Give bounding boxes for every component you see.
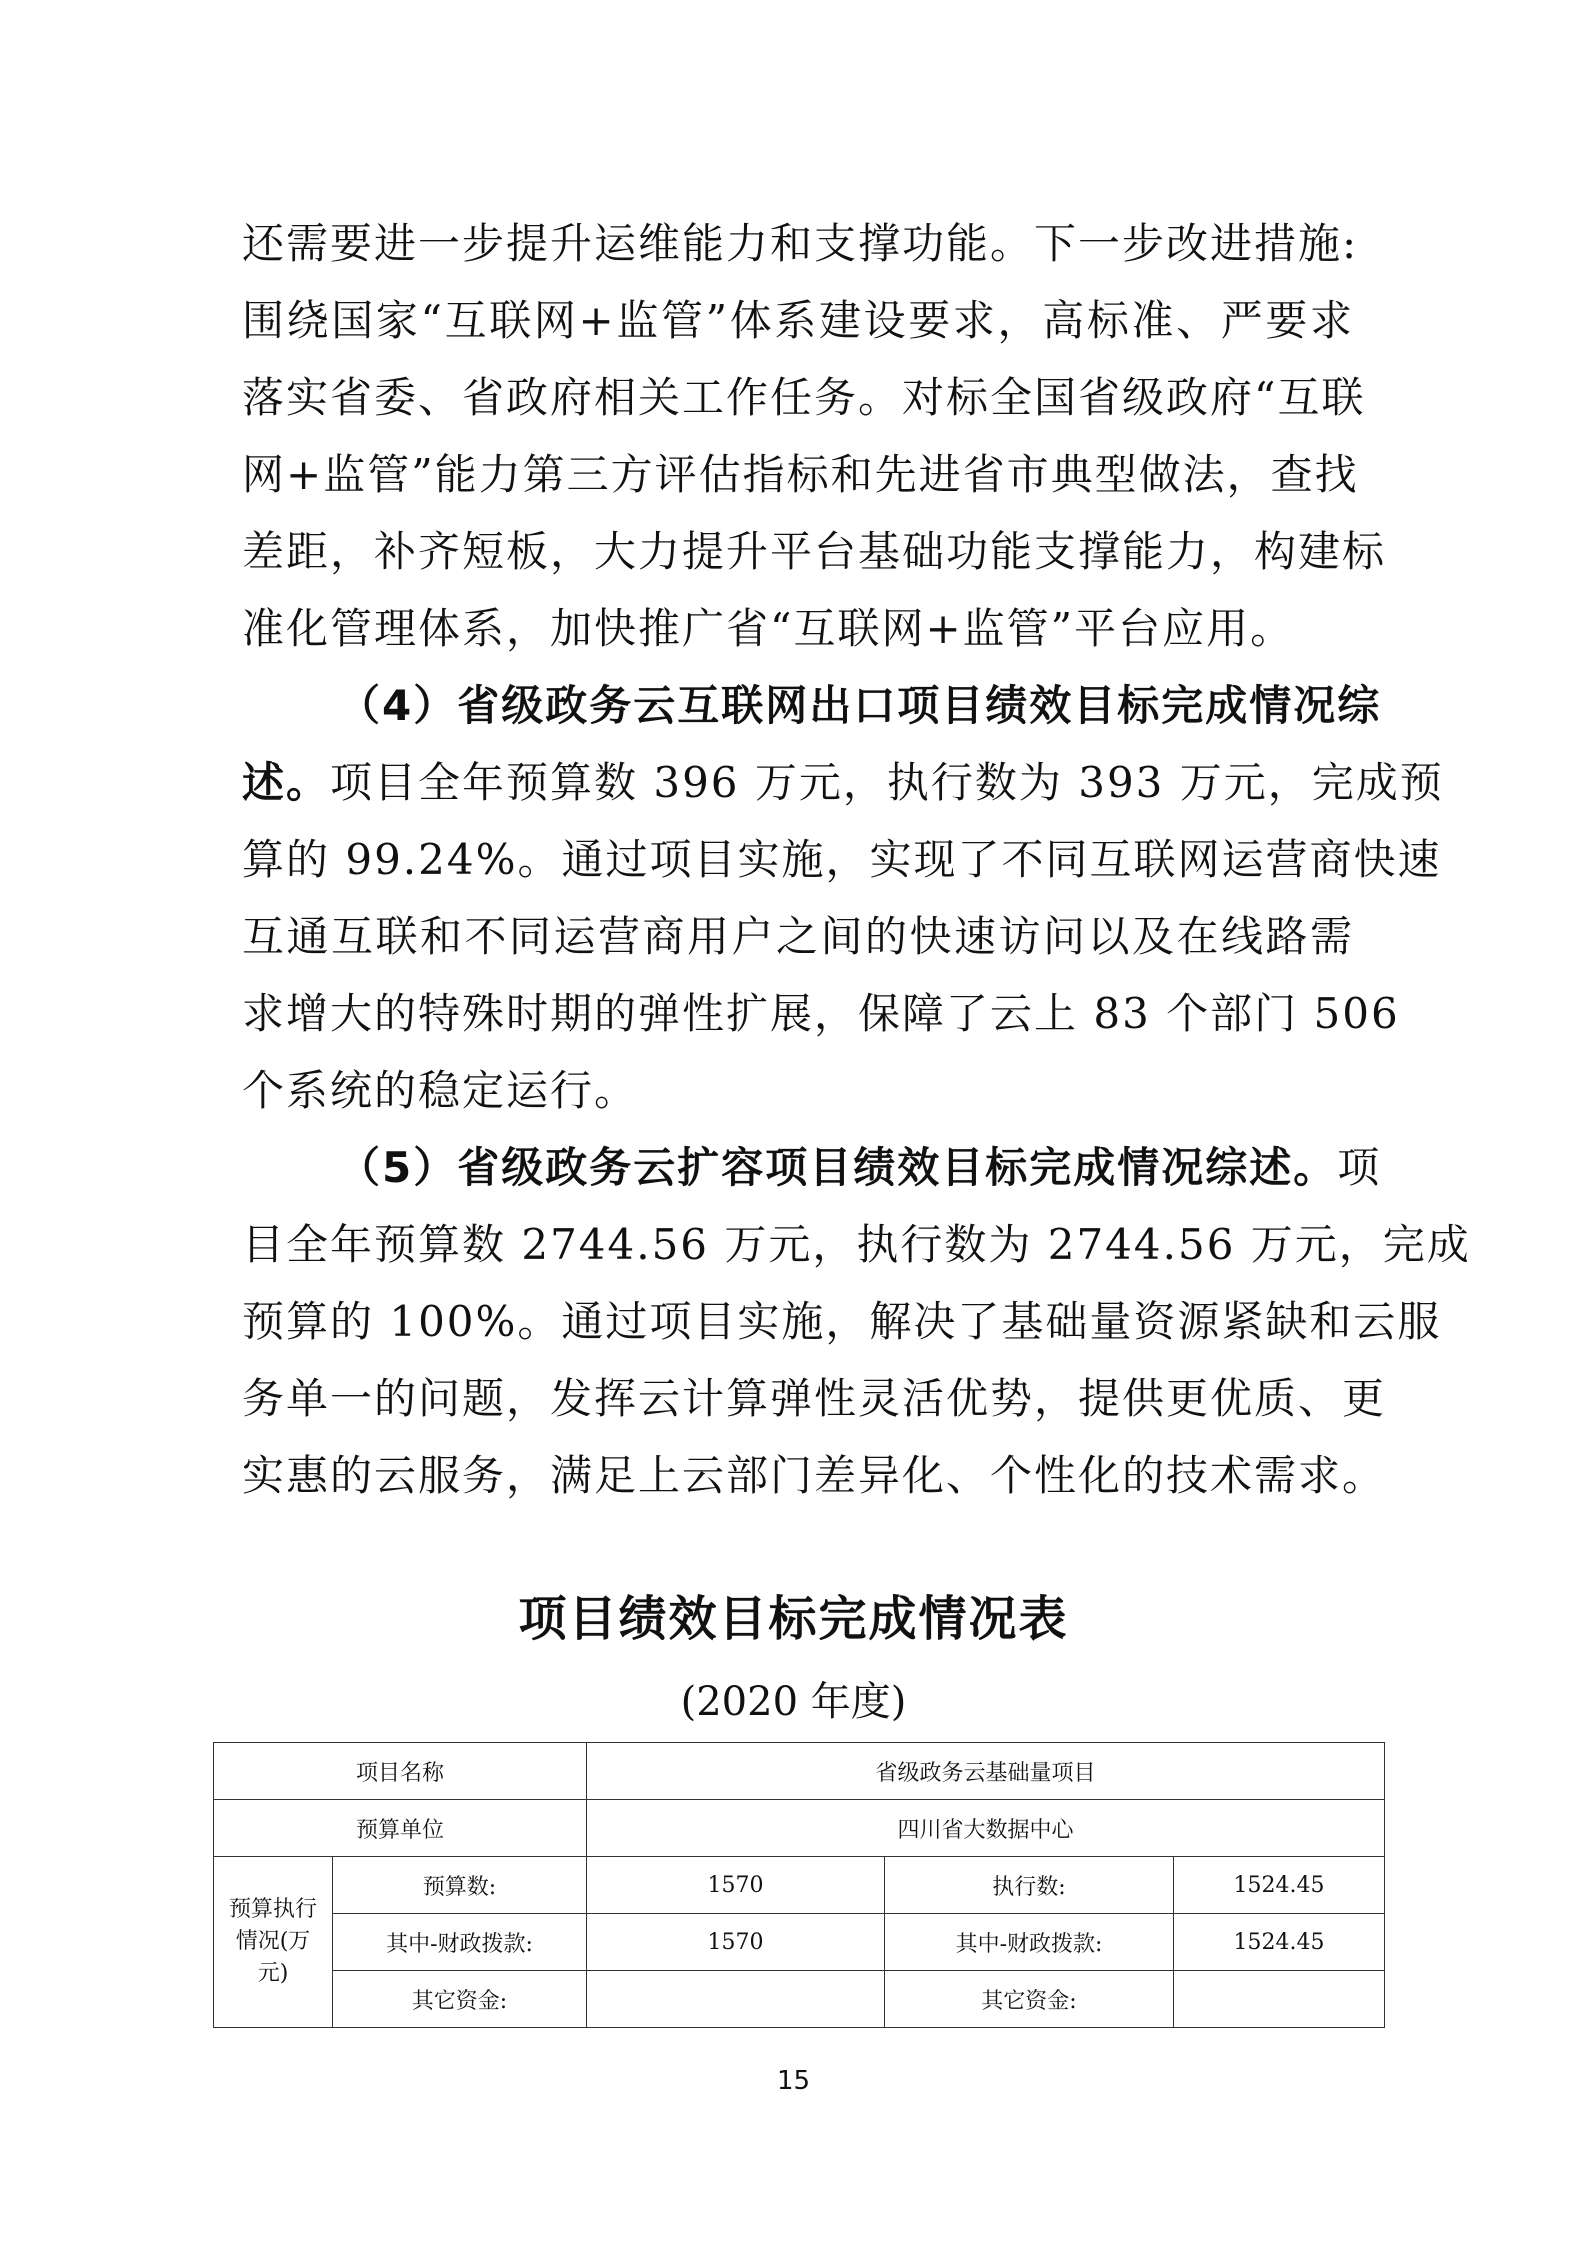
text-line: 个系统的稳定运行。 xyxy=(242,1066,639,1115)
section-4-heading-end: 述。 xyxy=(242,758,331,807)
page-number: 15 xyxy=(776,2066,811,2096)
text-line: 准化管理体系，加快推广省“互联网+监管”平台应用。 xyxy=(242,604,1295,653)
table-title: 项目绩效目标完成情况表 xyxy=(518,1591,1069,1647)
other-funds-execution-value xyxy=(1174,1971,1385,2028)
text-line xyxy=(242,744,1444,821)
table-row xyxy=(214,1857,1385,1914)
project-name-value: 省级政务云基础量项目 xyxy=(587,1743,1385,1800)
budget-unit-value: 四川省大数据中心 xyxy=(587,1800,1385,1857)
text-line: 算的 99.24%。通过项目实施，实现了不同互联网运营商快速 xyxy=(242,835,1442,884)
text-line: 落实省委、省政府相关工作任务。对标全国省级政府“互联 xyxy=(242,373,1366,422)
table-row xyxy=(214,1914,1385,1971)
label-line: 情况(万 xyxy=(235,1929,311,1954)
text-line: 网+监管”能力第三方评估指标和先进省市典型做法，查找 xyxy=(242,450,1359,499)
section-5-text: 项 xyxy=(1337,1143,1382,1192)
text-line: 实惠的云服务，满足上云部门差异化、个性化的技术需求。 xyxy=(242,1451,1387,1500)
table-year: (2020 年度) xyxy=(680,1679,907,1725)
text-line: 互通互联和不同运营商用户之间的快速访问以及在线路需 xyxy=(242,912,1354,961)
text-line: 务单一的问题，发挥云计算弹性灵活优势，提供更优质、更 xyxy=(242,1374,1387,1423)
table-row xyxy=(214,1800,1385,1857)
table-row xyxy=(214,1743,1385,1800)
section-4-text: 项目全年预算数 396 万元，执行数为 393 万元，完成预 xyxy=(330,758,1444,807)
performance-table xyxy=(213,1742,1385,2028)
fiscal-budget-value: 1570 xyxy=(587,1914,885,1971)
label-line: 预算执行 xyxy=(228,1897,317,1922)
fiscal-budget-label: 其中-财政拨款: xyxy=(333,1914,587,1971)
other-funds-budget-value xyxy=(587,1971,885,2028)
section-5-heading: （5）省级政务云扩容项目绩效目标完成情况综述。 xyxy=(338,1143,1338,1192)
other-funds-budget-label: 其它资金: xyxy=(333,1971,587,2028)
text-line: 差距，补齐短板，大力提升平台基础功能支撑能力，构建标 xyxy=(242,527,1387,576)
text-line: 预算的 100%。通过项目实施，解决了基础量资源紧缺和云服 xyxy=(242,1297,1442,1346)
other-funds-execution-label: 其它资金: xyxy=(885,1971,1174,2028)
section-4-heading: （4）省级政务云互联网出口项目绩效目标完成情况综 xyxy=(338,681,1382,730)
text-line: 围绕国家“互联网+监管”体系建设要求，高标准、严要求 xyxy=(242,296,1354,345)
text-line: 还需要进一步提升运维能力和支撑功能。下一步改进措施: xyxy=(242,219,1359,268)
budget-unit-label: 预算单位 xyxy=(214,1800,587,1857)
budget-label: 预算数: xyxy=(333,1857,587,1914)
text-line: 求增大的特殊时期的弹性扩展，保障了云上 83 个部门 506 xyxy=(242,989,1400,1038)
execution-value: 1524.45 xyxy=(1174,1857,1385,1914)
body-text xyxy=(242,205,1471,1514)
table-row xyxy=(214,1971,1385,2028)
label-line: 元) xyxy=(257,1961,289,1986)
budget-execution-label xyxy=(214,1857,333,2028)
fiscal-execution-label: 其中-财政拨款: xyxy=(885,1914,1174,1971)
project-name-label: 项目名称 xyxy=(214,1743,587,1800)
text-line xyxy=(242,1129,1382,1206)
budget-value: 1570 xyxy=(587,1857,885,1914)
fiscal-execution-value: 1524.45 xyxy=(1174,1914,1385,1971)
execution-label: 执行数: xyxy=(885,1857,1174,1914)
text-line: 目全年预算数 2744.56 万元，执行数为 2744.56 万元，完成 xyxy=(242,1220,1471,1269)
